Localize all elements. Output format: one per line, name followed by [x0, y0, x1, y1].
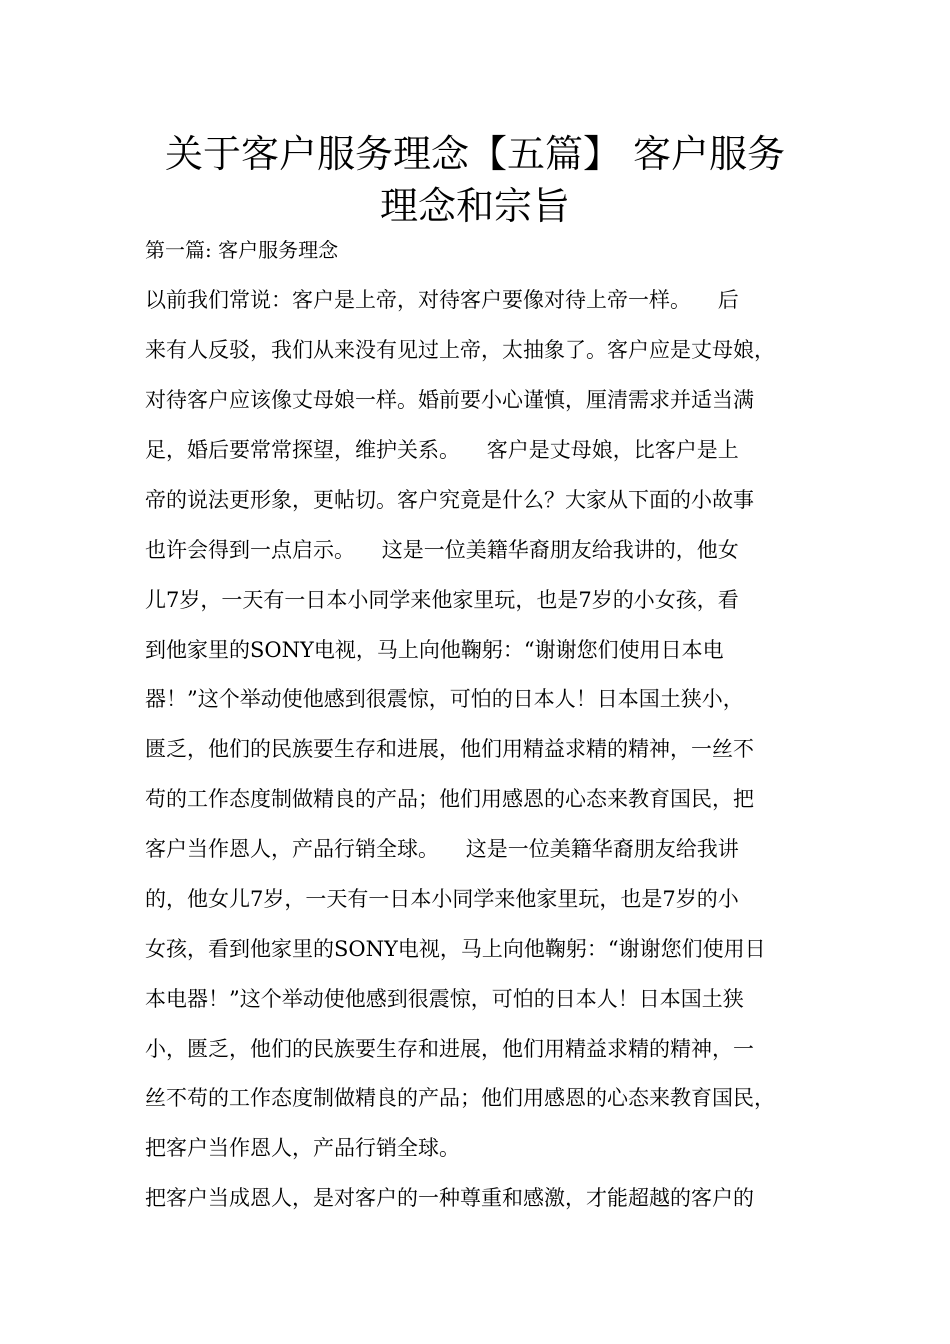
paragraph-line: 到他家里的SONY电视，马上向他鞠躬：“谢谢您们使用日本电: [145, 638, 724, 662]
paragraph-line: 对待客户应该像丈母娘一样。婚前要小心谨慎，厘清需求并适当满: [145, 388, 754, 412]
paragraph-line: 帝的说法更形象，更帖切。客户究竟是什么？大家从下面的小故事: [145, 488, 754, 512]
paragraph-line: 足，婚后要常常探望，维护关系。 客户是丈母娘，比客户是上: [145, 438, 739, 462]
paragraph-line: 器！”这个举动使他感到很震惊，可怕的日本人！日本国土狭小，: [145, 687, 744, 711]
paragraph-line: 苟的工作态度制做精良的产品；他们用感恩的心态来教育国民，把: [145, 787, 754, 811]
paragraph-line: 把客户当成恩人，是对客户的一种尊重和感激，才能超越的客户的: [145, 1186, 754, 1210]
paragraph-line: 来有人反驳，我们从来没有见过上帝，太抽象了。客户应是丈母娘，: [145, 338, 775, 362]
document-title-line-2: 理念和宗旨: [379, 184, 570, 228]
paragraph-line: 匮乏，他们的民族要生存和进展，他们用精益求精的精神，一丝不: [145, 737, 754, 761]
paragraph-line: 本电器！”这个举动使他感到很震惊，可怕的日本人！日本国土狭: [145, 987, 744, 1011]
paragraph-line: 小，匮乏，他们的民族要生存和进展，他们用精益求精的精神，一: [145, 1037, 754, 1061]
paragraph-line: 把客户当作恩人，产品行销全球。: [145, 1136, 460, 1160]
document-title-line-1: 关于客户服务理念【五篇】 客户服务: [164, 132, 786, 176]
paragraph-line: 儿7岁，一天有一日本小同学来他家里玩，也是7岁的小女孩，看: [145, 588, 739, 612]
paragraph-line: 也许会得到一点启示。 这是一位美籍华裔朋友给我讲的，他女: [145, 538, 739, 562]
paragraph-line: 以前我们常说：客户是上帝，对待客户要像对待上帝一样。 后: [145, 288, 739, 312]
section-heading: 第一篇: 客户服务理念: [145, 238, 339, 262]
paragraph-line: 客户当作恩人，产品行销全球。 这是一位美籍华裔朋友给我讲: [145, 837, 739, 861]
paragraph-line: 丝不苟的工作态度制做精良的产品；他们用感恩的心态来教育国民，: [145, 1086, 775, 1110]
paragraph-line: 的，他女儿7岁，一天有一日本小同学来他家里玩，也是7岁的小: [145, 887, 739, 911]
paragraph-line: 女孩，看到他家里的SONY电视，马上向他鞠躬：“谢谢您们使用日: [145, 937, 766, 961]
